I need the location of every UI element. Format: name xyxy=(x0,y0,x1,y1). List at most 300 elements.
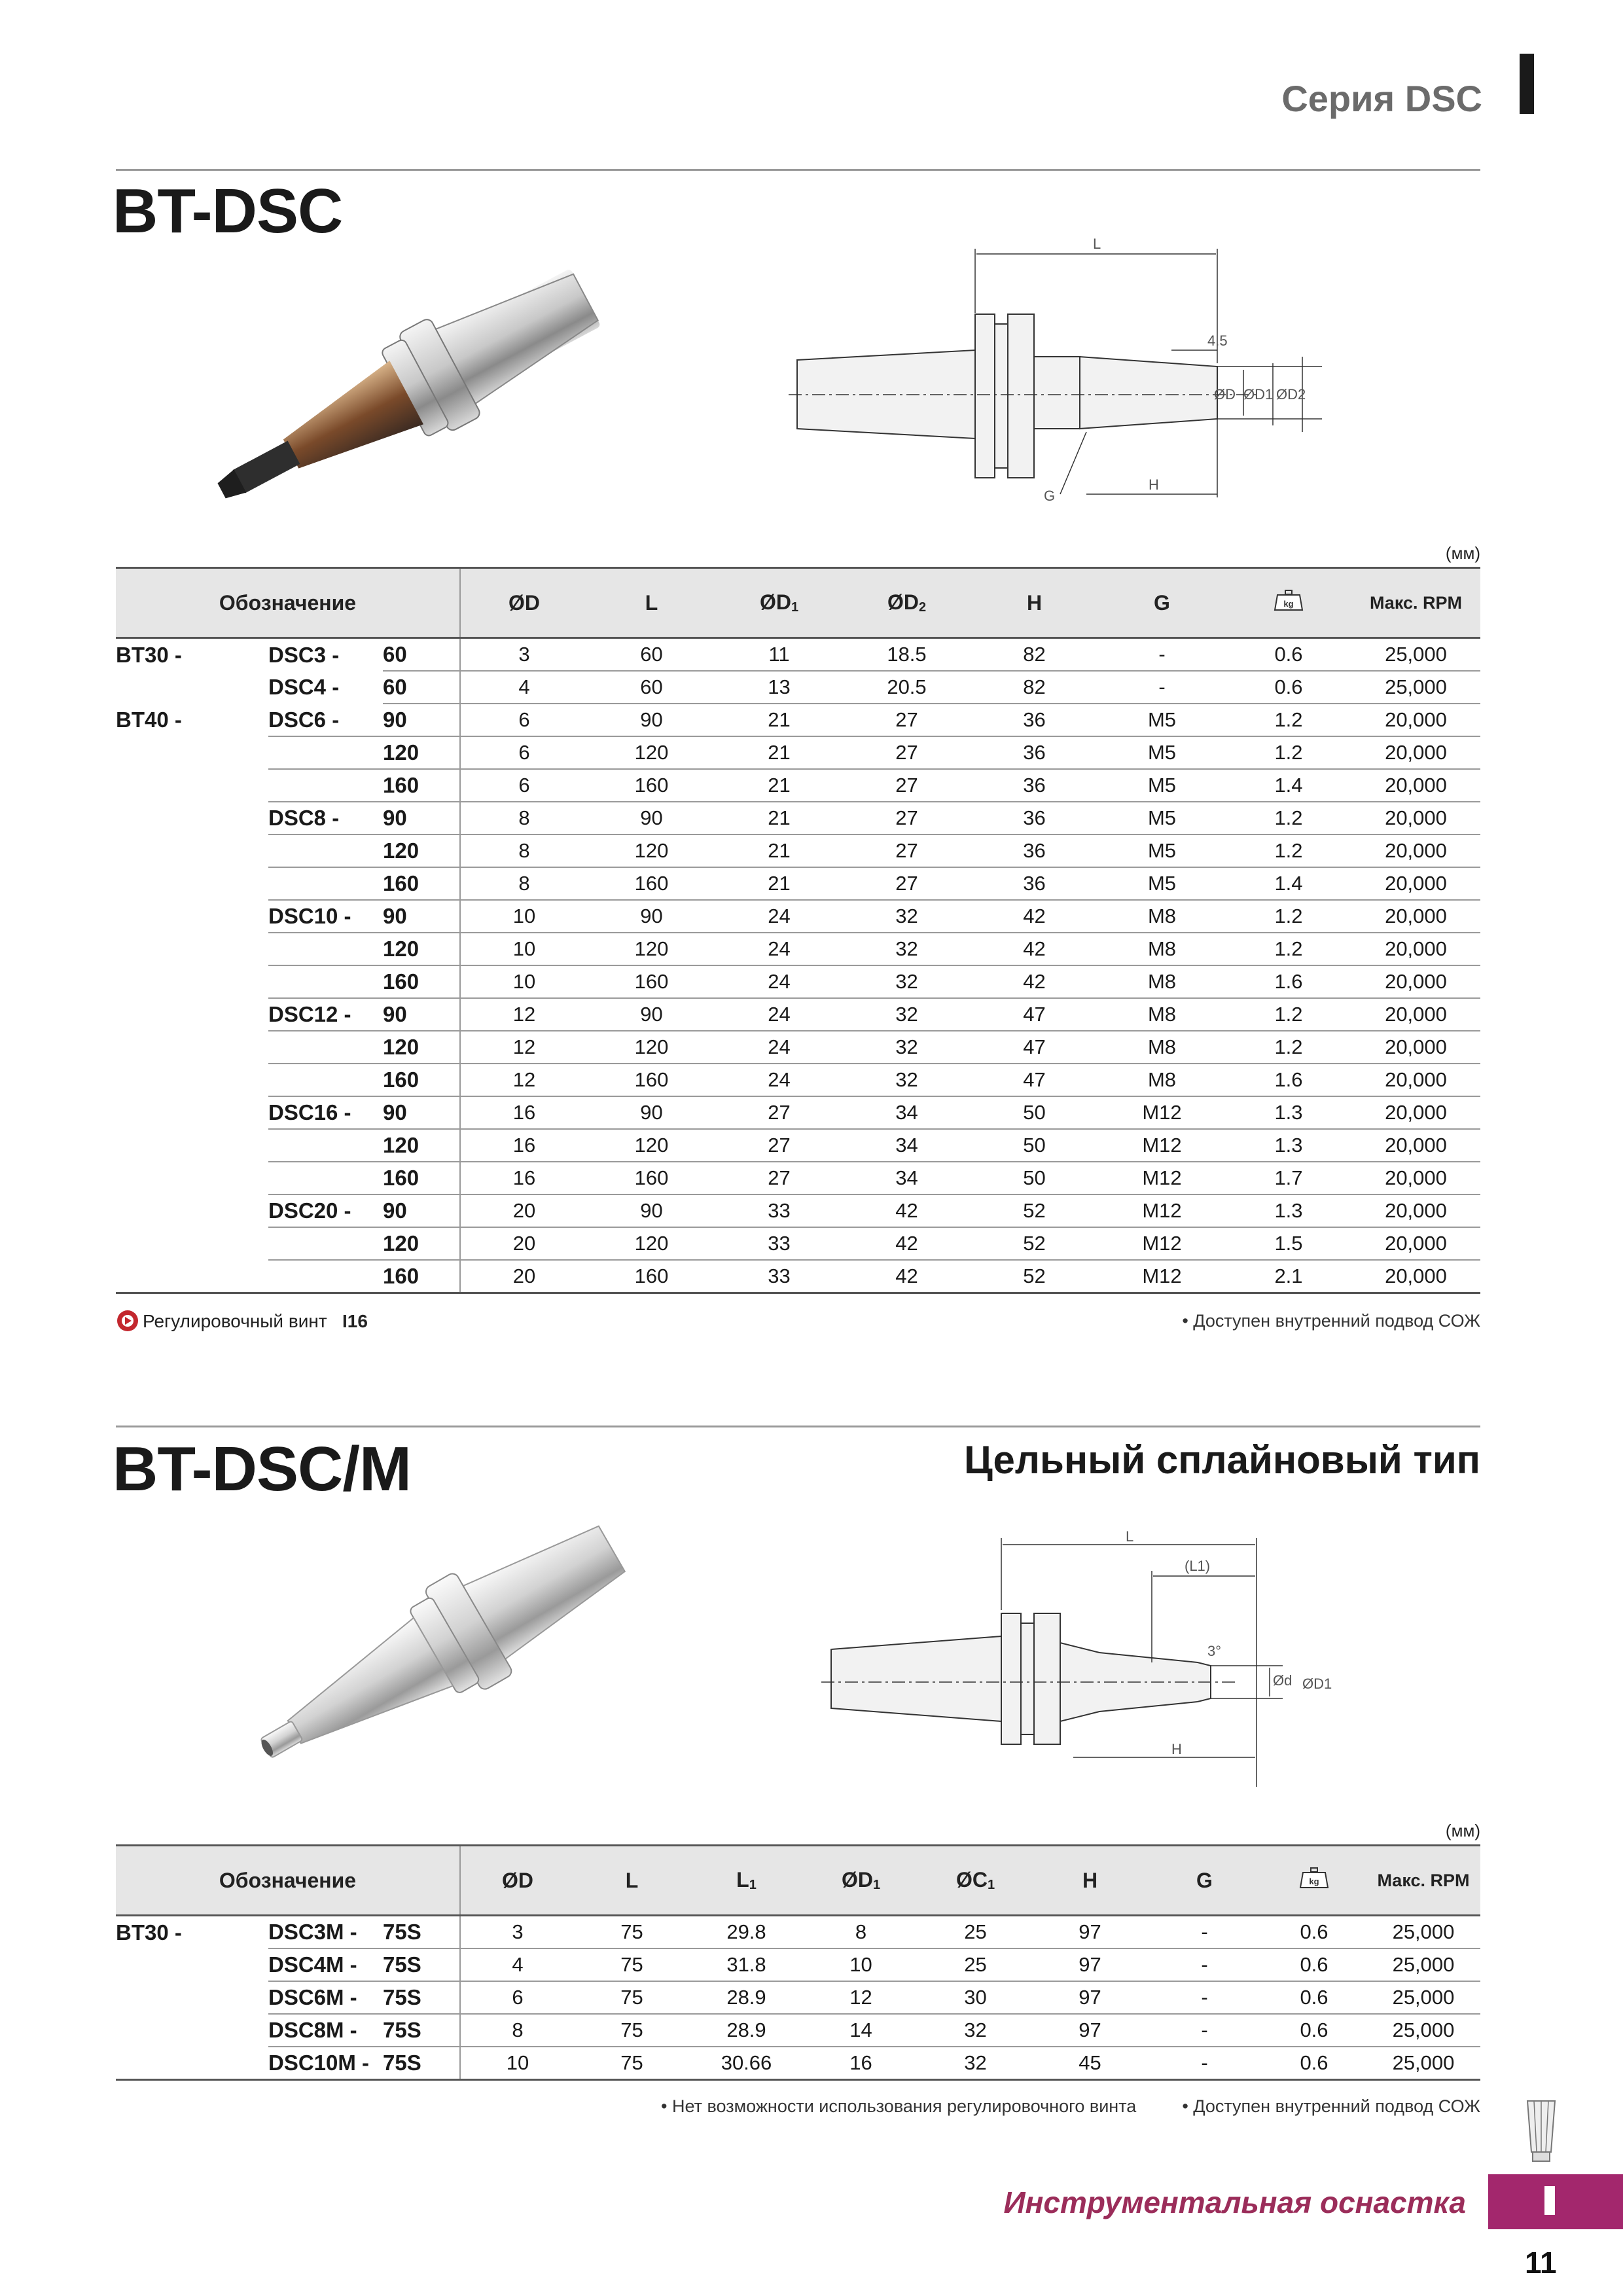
cell-d1: 14 xyxy=(804,2014,918,2047)
table-row xyxy=(116,769,1480,802)
cell-model: DSC3 - xyxy=(268,642,340,667)
cell-d1: 10 xyxy=(804,1948,918,1981)
cell-l: 75 xyxy=(575,1916,689,1949)
collet-icon xyxy=(1518,2094,1564,2166)
units-label: (мм) xyxy=(1445,1821,1480,1840)
drawing-label-l: L xyxy=(1126,1528,1134,1545)
cell-d2: 42 xyxy=(843,1227,971,1260)
product-photo-bt-dsc-m xyxy=(216,1499,674,1806)
cell-d: 16 xyxy=(460,1129,588,1162)
divider xyxy=(116,1426,1480,1427)
cell-l: 90 xyxy=(588,900,715,933)
cell-d1: 13 xyxy=(715,671,843,704)
cell-model xyxy=(268,965,383,998)
cell-rpm: 25,000 xyxy=(1351,638,1480,672)
cell-d: 6 xyxy=(460,704,588,736)
cell-rpm: 25,000 xyxy=(1351,671,1480,704)
cell-length-code: 120 xyxy=(383,1129,460,1162)
cell-base xyxy=(116,1162,268,1194)
cell-model xyxy=(268,1129,383,1162)
cell-d: 20 xyxy=(460,1227,588,1260)
cell-base xyxy=(116,1064,268,1096)
cell-d1: 11 xyxy=(715,638,843,672)
table-row xyxy=(116,1064,1480,1096)
cell-length-code: 75S xyxy=(383,2014,460,2047)
drawing-label-d2: ØD2 xyxy=(1276,386,1306,403)
cell-kg: 0.6 xyxy=(1262,2014,1366,2047)
col-d: ØD xyxy=(460,568,588,638)
col-d1: ØD1 xyxy=(715,568,843,638)
cell-rpm: 25,000 xyxy=(1366,2047,1480,2080)
cell-h: 47 xyxy=(971,1064,1098,1096)
cell-model: DSC8M - xyxy=(268,2014,383,2047)
cell-d2: 42 xyxy=(843,1260,971,1293)
table-row xyxy=(116,2047,1480,2080)
series-title: Серия DSC xyxy=(1281,78,1482,119)
weight-icon xyxy=(1274,589,1304,610)
cell-d: 8 xyxy=(460,802,588,834)
table-row xyxy=(116,638,1480,672)
col-l: L xyxy=(575,1846,689,1916)
cell-rpm: 25,000 xyxy=(1366,1981,1480,2014)
cell-g: M5 xyxy=(1098,867,1226,900)
cell-length-code: 120 xyxy=(383,933,460,965)
cell-l: 75 xyxy=(575,1948,689,1981)
drawing-label-angle: 3° xyxy=(1207,1643,1222,1659)
cell-d: 16 xyxy=(460,1162,588,1194)
col-d1: ØD1 xyxy=(804,1846,918,1916)
col-weight xyxy=(1262,1846,1366,1916)
cell-l: 120 xyxy=(588,1031,715,1064)
cell-kg: 1.2 xyxy=(1226,933,1351,965)
cell-d1: 27 xyxy=(715,1096,843,1129)
cell-h: 47 xyxy=(971,998,1098,1031)
table-row xyxy=(116,834,1480,867)
units-label: (мм) xyxy=(1445,543,1480,563)
cell-d2: 18.5 xyxy=(843,638,971,672)
cell-d1: 24 xyxy=(715,965,843,998)
cell-length-code: 160 xyxy=(383,1162,460,1194)
cell-model xyxy=(268,1227,383,1260)
col-h: H xyxy=(1033,1846,1147,1916)
cell-d2: 32 xyxy=(843,900,971,933)
cell-g: - xyxy=(1098,638,1226,672)
cell-d: 6 xyxy=(460,736,588,769)
col-d: ØD xyxy=(460,1846,575,1916)
cell-base xyxy=(116,1129,268,1162)
cell-h: 36 xyxy=(971,769,1098,802)
cell-l: 90 xyxy=(588,704,715,736)
cell-rpm: 20,000 xyxy=(1351,1260,1480,1293)
cell-d2: 34 xyxy=(843,1162,971,1194)
cell-rpm: 20,000 xyxy=(1351,998,1480,1031)
cell-h: 36 xyxy=(971,834,1098,867)
cell-h: 42 xyxy=(971,900,1098,933)
cell-length-code: 75S xyxy=(383,1916,460,1949)
cell-kg: 1.6 xyxy=(1226,965,1351,998)
cell-d2: 32 xyxy=(843,998,971,1031)
technical-drawing-bt-dsc xyxy=(785,236,1374,511)
cell-d: 8 xyxy=(460,867,588,900)
cell-h: 50 xyxy=(971,1096,1098,1129)
cell-model: DSC16 - xyxy=(268,1096,383,1129)
product-photo-bt-dsc xyxy=(177,236,674,537)
cell-d: 10 xyxy=(460,965,588,998)
cell-length-code: 160 xyxy=(383,867,460,900)
cell-rpm: 20,000 xyxy=(1351,736,1480,769)
cell-base xyxy=(116,769,268,802)
cell-d: 10 xyxy=(460,2047,575,2080)
table-row xyxy=(116,1916,1480,1949)
cell-rpm: 20,000 xyxy=(1351,802,1480,834)
drawing-label-d: Ød xyxy=(1273,1672,1293,1689)
cell-d: 4 xyxy=(460,1948,575,1981)
cell-base xyxy=(116,736,268,769)
cell-length-code: 90 xyxy=(383,802,460,834)
cell-d1: 24 xyxy=(715,900,843,933)
cell-base xyxy=(116,867,268,900)
cell-kg: 1.2 xyxy=(1226,802,1351,834)
cell-h: 36 xyxy=(971,802,1098,834)
cell-d1: 21 xyxy=(715,769,843,802)
table-row xyxy=(116,1031,1480,1064)
cell-base xyxy=(116,671,268,704)
cell-l: 160 xyxy=(588,1064,715,1096)
cell-kg: 1.3 xyxy=(1226,1096,1351,1129)
cell-model: DSC4M - xyxy=(268,1948,383,1981)
cell-h: 97 xyxy=(1033,2014,1147,2047)
cell-kg: 0.6 xyxy=(1262,1981,1366,2014)
col-g: G xyxy=(1098,568,1226,638)
cell-model xyxy=(268,933,383,965)
cell-g: M5 xyxy=(1098,769,1226,802)
drawing-label-l: L xyxy=(1093,236,1101,252)
cell-rpm: 25,000 xyxy=(1366,1948,1480,1981)
drawing-label-g: G xyxy=(1044,488,1056,504)
cell-d2: 27 xyxy=(843,769,971,802)
cell-kg: 1.7 xyxy=(1226,1162,1351,1194)
cell-model: DSC10M - xyxy=(268,2047,383,2080)
cell-length-code: 160 xyxy=(383,769,460,802)
cell-d: 10 xyxy=(460,900,588,933)
cell-d: 20 xyxy=(460,1194,588,1227)
cell-h: 42 xyxy=(971,965,1098,998)
cell-d2: 42 xyxy=(843,1194,971,1227)
table-row xyxy=(116,1981,1480,2014)
cell-d2: 32 xyxy=(843,1031,971,1064)
cell-c1: 32 xyxy=(918,2014,1033,2047)
cell-rpm: 20,000 xyxy=(1351,1162,1480,1194)
cell-length-code: 75S xyxy=(383,1981,460,2014)
cell-rpm: 20,000 xyxy=(1351,704,1480,736)
cell-g: M5 xyxy=(1098,736,1226,769)
cell-g: M8 xyxy=(1098,933,1226,965)
cell-rpm: 20,000 xyxy=(1351,1031,1480,1064)
cell-l: 75 xyxy=(575,2047,689,2080)
cell-l: 90 xyxy=(588,1194,715,1227)
cell-c1: 25 xyxy=(918,1948,1033,1981)
cell-h: 82 xyxy=(971,671,1098,704)
cell-d2: 20.5 xyxy=(843,671,971,704)
cell-l: 120 xyxy=(588,834,715,867)
cell-length-code: 160 xyxy=(383,965,460,998)
cell-d1: 27 xyxy=(715,1129,843,1162)
cell-model xyxy=(268,769,383,802)
cell-base xyxy=(116,834,268,867)
table-row xyxy=(116,1162,1480,1194)
table-row xyxy=(116,867,1480,900)
cell-g: - xyxy=(1147,2047,1262,2080)
table-row xyxy=(116,736,1480,769)
cell-d: 3 xyxy=(460,1916,575,1949)
cell-length-code: 90 xyxy=(383,1096,460,1129)
cell-model xyxy=(268,1031,383,1064)
cell-base xyxy=(116,1096,268,1129)
cell-h: 97 xyxy=(1033,1948,1147,1981)
svg-text:kg: kg xyxy=(1283,599,1294,609)
table-row xyxy=(116,704,1480,736)
cell-d: 12 xyxy=(460,998,588,1031)
table-row xyxy=(116,900,1480,933)
cell-l: 120 xyxy=(588,736,715,769)
cell-l: 120 xyxy=(588,1129,715,1162)
coolant-note-1: • Доступен внутренний подвод СОЖ xyxy=(1182,1311,1480,1331)
drawing-label-d1: ØD1 xyxy=(1243,386,1274,403)
col-l: L xyxy=(588,568,715,638)
cell-g: M8 xyxy=(1098,998,1226,1031)
section-title-bt-dsc-m: BT-DSC/M xyxy=(113,1434,411,1504)
cell-base xyxy=(116,933,268,965)
cell-d1: 12 xyxy=(804,1981,918,2014)
cell-c1: 25 xyxy=(918,1916,1033,1949)
cell-d: 12 xyxy=(460,1064,588,1096)
cell-g: M8 xyxy=(1098,900,1226,933)
cell-g: - xyxy=(1147,1981,1262,2014)
cell-model: DSC8 - xyxy=(268,802,383,834)
table-row xyxy=(116,671,1480,704)
cell-model: DSC3M - xyxy=(268,1916,383,1949)
cell-d2: 32 xyxy=(843,933,971,965)
col-c1: ØC1 xyxy=(918,1846,1033,1916)
footer-tab-marker xyxy=(1544,2186,1555,2215)
cell-h: 82 xyxy=(971,638,1098,672)
table-row xyxy=(116,1227,1480,1260)
cell-h: 50 xyxy=(971,1129,1098,1162)
cell-kg: 1.4 xyxy=(1226,769,1351,802)
cell-d2: 34 xyxy=(843,1096,971,1129)
cell-g: M5 xyxy=(1098,834,1226,867)
weight-icon xyxy=(1299,1867,1329,1888)
cell-rpm: 20,000 xyxy=(1351,1096,1480,1129)
cell-rpm: 20,000 xyxy=(1351,1129,1480,1162)
section-title-bt-dsc: BT-DSC xyxy=(113,176,343,246)
cell-kg: 1.2 xyxy=(1226,998,1351,1031)
screw-reference[interactable]: Регулировочный винт I16 xyxy=(143,1311,368,1331)
cell-rpm: 20,000 xyxy=(1351,769,1480,802)
cell-rpm: 20,000 xyxy=(1351,1194,1480,1227)
table-row xyxy=(116,998,1480,1031)
table-header-row xyxy=(116,568,1480,638)
cell-d: 16 xyxy=(460,1096,588,1129)
cell-g: M12 xyxy=(1098,1096,1226,1129)
table-row xyxy=(116,965,1480,998)
cell-model xyxy=(268,1162,383,1194)
cell-model xyxy=(268,1064,383,1096)
cell-base xyxy=(116,1981,268,2014)
drawing-label-d1: ØD1 xyxy=(1302,1676,1332,1692)
cell-g: - xyxy=(1147,2014,1262,2047)
cell-h: 36 xyxy=(971,736,1098,769)
drawing-label-4-5: 4.5 xyxy=(1207,332,1228,349)
cell-d2: 27 xyxy=(843,867,971,900)
cell-kg: 1.5 xyxy=(1226,1227,1351,1260)
cell-l: 60 xyxy=(588,671,715,704)
cell-base xyxy=(116,1948,268,1981)
col-l1: L1 xyxy=(689,1846,804,1916)
cell-d1: 8 xyxy=(804,1916,918,1949)
cell-rpm: 20,000 xyxy=(1351,900,1480,933)
cell-length-code: 120 xyxy=(383,1227,460,1260)
cell-l: 90 xyxy=(588,802,715,834)
cell-d1: 16 xyxy=(804,2047,918,2080)
cell-d1: 24 xyxy=(715,1031,843,1064)
col-weight xyxy=(1226,568,1351,638)
cell-d1: 33 xyxy=(715,1260,843,1293)
cell-d1: 24 xyxy=(715,998,843,1031)
cell-l1: 28.9 xyxy=(689,2014,804,2047)
cell-l: 60 xyxy=(588,638,715,672)
drawing-label-h: H xyxy=(1171,1741,1182,1757)
cell-d2: 34 xyxy=(843,1129,971,1162)
cell-model xyxy=(268,736,383,769)
cell-model: DSC10 - xyxy=(268,900,383,933)
cell-model xyxy=(268,867,383,900)
cell-kg: 1.2 xyxy=(1226,704,1351,736)
no-screw-note: • Нет возможности использования регулировочного винта xyxy=(661,2096,1137,2116)
cell-model: DSC12 - xyxy=(268,998,383,1031)
cell-l: 90 xyxy=(588,1096,715,1129)
cell-rpm: 20,000 xyxy=(1351,867,1480,900)
cell-model xyxy=(268,1260,383,1293)
cell-h: 52 xyxy=(971,1227,1098,1260)
cell-d2: 32 xyxy=(843,1064,971,1096)
cell-l: 160 xyxy=(588,1260,715,1293)
cell-rpm: 25,000 xyxy=(1366,2014,1480,2047)
cell-h: 97 xyxy=(1033,1981,1147,2014)
cell-d1: 21 xyxy=(715,834,843,867)
cell-l: 160 xyxy=(588,1162,715,1194)
table-row xyxy=(116,1948,1480,1981)
cell-h: 36 xyxy=(971,704,1098,736)
cell-d: 6 xyxy=(460,1981,575,2014)
cell-l: 120 xyxy=(588,1227,715,1260)
cell-kg: 0.6 xyxy=(1226,638,1351,672)
cell-h: 97 xyxy=(1033,1916,1147,1949)
cell-l: 160 xyxy=(588,769,715,802)
divider xyxy=(116,169,1480,171)
cell-rpm: 20,000 xyxy=(1351,965,1480,998)
page-number: 11 xyxy=(1525,2246,1557,2280)
table-row xyxy=(116,1194,1480,1227)
cell-d: 10 xyxy=(460,933,588,965)
cell-g: M12 xyxy=(1098,1227,1226,1260)
table-row xyxy=(116,2014,1480,2047)
cell-kg: 1.2 xyxy=(1226,736,1351,769)
cell-g: M8 xyxy=(1098,1064,1226,1096)
cell-base xyxy=(116,998,268,1031)
screw-ref-icon xyxy=(116,1309,139,1333)
cell-g: M12 xyxy=(1098,1129,1226,1162)
cell-base xyxy=(116,965,268,998)
cell-base xyxy=(116,2014,268,2047)
col-designation: Обозначение xyxy=(116,568,460,638)
cell-h: 45 xyxy=(1033,2047,1147,2080)
cell-kg: 1.3 xyxy=(1226,1129,1351,1162)
cell-rpm: 20,000 xyxy=(1351,1064,1480,1096)
col-rpm: Макс. RPM xyxy=(1351,568,1480,638)
cell-d1: 21 xyxy=(715,802,843,834)
cell-h: 42 xyxy=(971,933,1098,965)
cell-base xyxy=(116,2047,268,2080)
spec-table-bt-dsc-m xyxy=(116,1844,1480,2081)
cell-kg: 1.4 xyxy=(1226,867,1351,900)
cell-kg: 1.6 xyxy=(1226,1064,1351,1096)
cell-kg: 1.2 xyxy=(1226,834,1351,867)
cell-kg: 2.1 xyxy=(1226,1260,1351,1293)
cell-l: 90 xyxy=(588,998,715,1031)
cell-l: 75 xyxy=(575,1981,689,2014)
cell-length-code: 160 xyxy=(383,1064,460,1096)
cell-g: M8 xyxy=(1098,965,1226,998)
cell-l: 160 xyxy=(588,965,715,998)
spec-table-bt-dsc xyxy=(116,567,1480,1294)
cell-length-code: 90 xyxy=(383,900,460,933)
col-d2: ØD2 xyxy=(843,568,971,638)
cell-l: 160 xyxy=(588,867,715,900)
technical-drawing-bt-dsc-m xyxy=(812,1525,1368,1787)
cell-g: - xyxy=(1147,1916,1262,1949)
drawing-label-d: ØD xyxy=(1214,386,1236,403)
cell-g: - xyxy=(1147,1948,1262,1981)
cell-d2: 27 xyxy=(843,802,971,834)
cell-h: 47 xyxy=(971,1031,1098,1064)
cell-g: M5 xyxy=(1098,704,1226,736)
cell-length-code: 160 xyxy=(383,1260,460,1293)
section-subtitle: Цельный сплайновый тип xyxy=(963,1438,1480,1482)
cell-h: 36 xyxy=(971,867,1098,900)
cell-h: 52 xyxy=(971,1194,1098,1227)
cell-kg: 1.2 xyxy=(1226,900,1351,933)
cell-model: DSC20 - xyxy=(268,1194,383,1227)
col-rpm: Макс. RPM xyxy=(1366,1846,1480,1916)
cell-l1: 29.8 xyxy=(689,1916,804,1949)
table-row xyxy=(116,802,1480,834)
cell-rpm: 20,000 xyxy=(1351,933,1480,965)
cell-length-code: 75S xyxy=(383,2047,460,2080)
cell-kg: 0.6 xyxy=(1262,1916,1366,1949)
svg-text:kg: kg xyxy=(1309,1876,1319,1886)
cell-base xyxy=(116,1031,268,1064)
table-row xyxy=(116,1129,1480,1162)
cell-l1: 31.8 xyxy=(689,1948,804,1981)
cell-model: DSC6 - xyxy=(268,704,383,736)
col-g: G xyxy=(1147,1846,1262,1916)
cell-base xyxy=(116,900,268,933)
cell-c1: 30 xyxy=(918,1981,1033,2014)
cell-base: BT30 - xyxy=(116,642,182,667)
cell-model: DSC6M - xyxy=(268,1981,383,2014)
cell-rpm: 25,000 xyxy=(1366,1916,1480,1949)
